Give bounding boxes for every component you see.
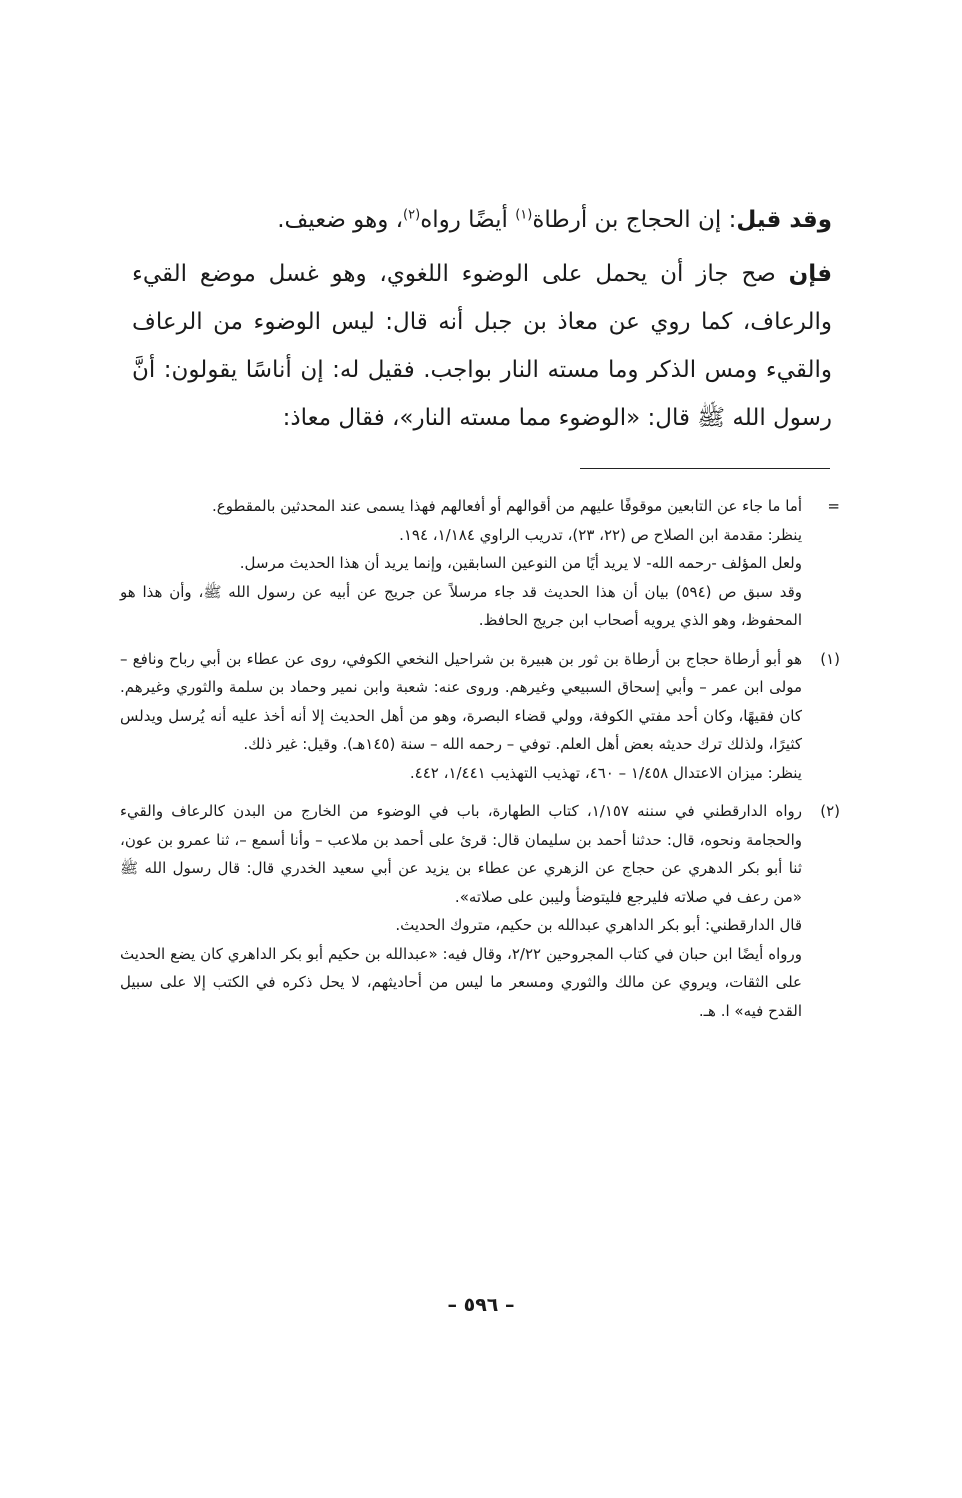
footnote-line: رواه الدارقطني في سننه ١/١٥٧، كتاب الطهارة، باب في الوضوء من الخارج من البدن كالرعاف والقيء والحجامة ونحوه، قال: حدثنا أحمد بن سليمان قال: قرئ على أحمد بن ملاعب – وأنا أسمع –، ثنا عمرو بن عون، ثنا أبو بكر الدهري عن حجاج عن الزهري عن عطاء بن يزيد عن أبي سعيد الخدري قال: قال رسول الله ﷺ «من رعف في صلاته فليرجع فليتوضأ وليبن على صلاته».: [120, 802, 802, 906]
footnote-line: وقد سبق ص (٥٩٤) بيان أن هذا الحديث قد جاء مرسلاً عن جريج عن أبيه عن رسول الله ﷺ، وأن هذا هو المحفوظ، وهو الذي يرويه أصحاب ابن جريج الحافظ.: [120, 582, 802, 629]
footnote-continuation-body: [120, 492, 802, 635]
footnote-2: [120, 797, 840, 1025]
footnote-line: هو أبو أرطاة حجاج بن أرطاة بن ثور بن هبيرة بن شراحيل النخعي الكوفي، روى عن عطاء بن أبي رباح ونافع – مولى ابن عمر – وأبي إسحاق السبيعي وغيرهم. وروى عنه: شعبة وابن نمير وحماد بن سلمة والثوري وغيرهم. كان فقيهًا، وكان أحد مفتي الكوفة، وولي قضاء البصرة، وهو من أهل الحديث إلا أنه أخذ عليه أنه يُرسل ويدلس كثيرًا، ولذلك ترك حديثه بعض أهل العلم. توفي – رحمه الله – سنة (١٤٥هـ). وقيل: غير ذلك.: [120, 649, 802, 753]
footnote-line: قال الدارقطني: أبو بكر الداهري عبدالله بن حكيم، متروك الحديث.: [395, 916, 802, 934]
footnote-line: ينظر: مقدمة ابن الصلاح ص (٢٢، ٢٣)، تدريب الراوي ١/١٨٤، ١٩٤.: [399, 525, 802, 544]
footnote-ref-1[interactable]: (١): [515, 207, 533, 223]
footnote-continuation: [120, 492, 840, 635]
footnote-ref-2[interactable]: (٢): [403, 207, 421, 223]
footnote-2-body: [120, 797, 802, 1025]
paragraph-1-text-b: أيضًا رواه: [420, 207, 516, 233]
paragraph-1-text-a: : إن الحجاج بن أرطاة: [532, 207, 737, 233]
paragraph-2-text: صح جاز أن يحمل على الوضوء اللغوي، وهو غسل موضع القيء والرعاف، كما روي عن معاذ بن جبل أنه قال: ليس الوضوء من الرعاف والقيء ومس الذكر وما مسته النار بواجب. فقيل له: إن أناسًا يقولون: أنَّ رسول الله ﷺ قال: «الوضوء مما مسته النار»، فقال معاذ:: [132, 261, 832, 431]
footnotes: [120, 492, 840, 1025]
paragraph-1-lead: وقد قيل: [736, 207, 832, 233]
footnote-1-mark: (١): [820, 649, 840, 668]
footnote-separator: [580, 468, 830, 469]
footnote-line: ورواه أيضًا ابن حبان في كتاب المجروحين ٢/٢٢، وقال فيه: «عبدالله بن حكيم أبو بكر الداهري كان يضع الحديث على الثقات، ويروي عن مالك والثوري ومسعر ما ليس من أحاديثهم، لا يحل ذكره في الكتب إلا على سبيل القدح فيه» ا. هـ.: [120, 944, 802, 1020]
footnote-1: [120, 645, 840, 788]
main-text: [132, 196, 832, 442]
paragraph-2-lead: فإن: [788, 261, 832, 287]
footnote-line: ولعل المؤلف -رحمه الله- لا يريد أيًا من النوعين السابقين، وإنما يريد أن هذا الحديث مرسل.: [239, 554, 802, 572]
footnote-2-mark: (٢): [820, 802, 840, 820]
footnote-line: أما ما جاء عن التابعين موقوفًا عليهم من أقوالهم أو أفعالهم فهذا يسمى عند المحدثين بالمقطوع.: [212, 497, 802, 515]
page-number: – ٥٩٦ –: [447, 1294, 515, 1316]
footnote-line: ينظر: ميزان الاعتدال ١/٤٥٨ – ٤٦٠، تهذيب التهذيب ١/٤٤١، ٤٤٢.: [409, 763, 802, 782]
footnote-continuation-mark: =: [827, 497, 840, 515]
footnote-1-body: [120, 645, 802, 788]
paragraph-1-text-c: ، وهو ضعيف.: [277, 207, 404, 233]
paragraph-1: [132, 196, 832, 244]
paragraph-2: [132, 250, 832, 442]
